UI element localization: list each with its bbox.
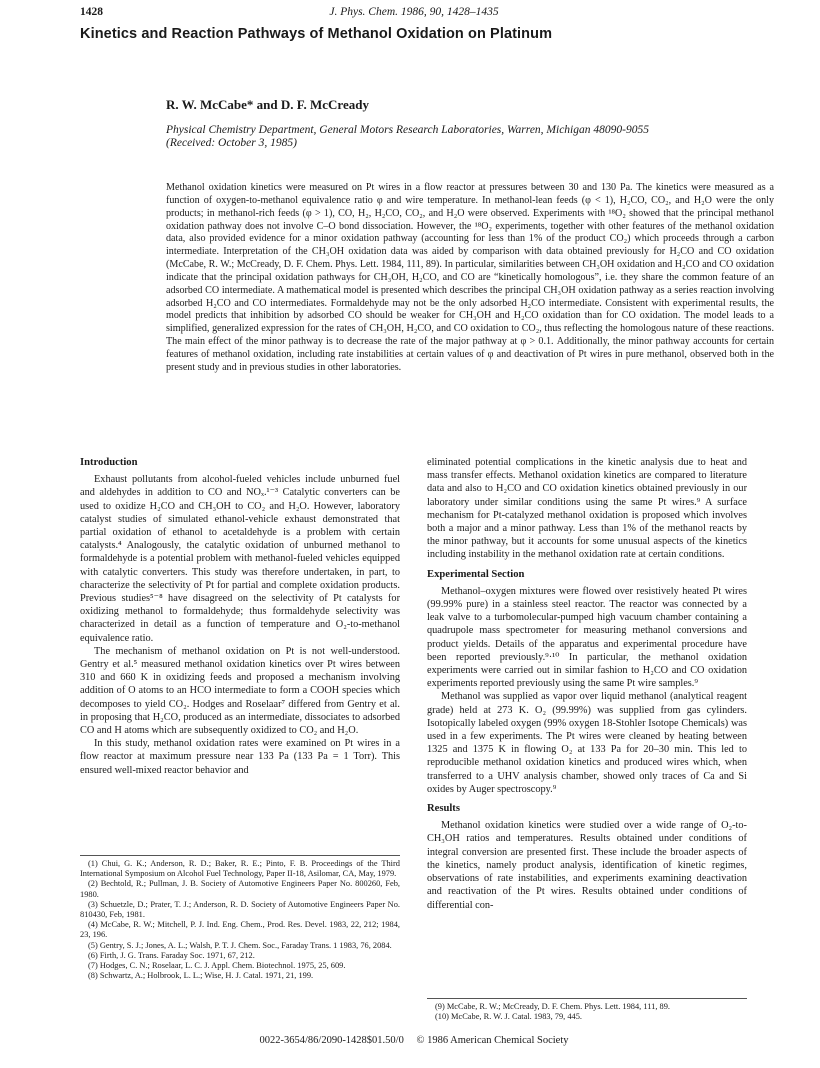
reference-item: (3) Schuetzle, D.; Prater, T. J.; Anderson, R. D. Society of Automotive Engineers Paper No. 810430, Feb, 1981. [80,899,400,920]
reference-item: (5) Gentry, S. J.; Jones, A. L.; Walsh, P. T. J. Chem. Soc., Faraday Trans. 1 1983, 76, 2084. [88,940,392,950]
received-date: (Received: October 3, 1985) [166,137,297,149]
intro-paragraph: In this study, methanol oxidation rates were examined on Pt wires in a flow reactor at maximum pressure near 133 Pa (133 Pa = 1 Torr). This ensured well-mixed reactor behavior and [80,738,400,776]
results-paragraph: Methanol oxidation kinetics were studied over a wide range of O₂-to-CH₃OH ratios and temperatures. Results obtained under conditions of integral conversion are presented first. These include the broader aspects of the kinetics, namely product analysis, identification of kinetic regimes, observations of rate instabilities, and experiments examining deactivation and reactivation of the Pt wires. Results obtained under conditions of differential con- [427,820,747,911]
intro-paragraph: The mechanism of methanol oxidation on Pt is not well-understood. Gentry et al.⁵ measured methanol oxidation kinetics over Pt wires between 310 and 660 K in oxidizing feeds and proposed a mechanism involving addition of O atoms to an HCO intermediate to form a COOH species which decomposes to yield CO₂. Hodges and Roselaar⁷ differed from Gentry et al. in proposing that H₂CO, produced as an intermediate, dissociates to adsorbed CO and H atoms which are subsequently oxidized to CO₂ and H₂O. [80,645,400,737]
article-code: 0022-3654/86/2090-1428$01.50/0 [259,1035,404,1046]
section-heading-results: Results [427,803,460,815]
footnote-references-right [427,998,747,1022]
experimental-paragraph: Methanol was supplied as vapor over liquid methanol (analytical reagent grade) held at 273 K. O₂ (99.99%) was supplied from gas cylinders. Isotopically labeled oxygen (99% oxygen 18-Stohler Isotope Chemicals) was used in a few experiments. The Pt wires were cleaned by heating between 1325 and 1375 K in flowing O₂ at 133 Pa for 20–30 min. This led to reproducible methanol oxidation kinetics and produced wires which, when transferred to a UHV analysis chamber, showed only traces of Ca and Si oxides by Auger spectroscopy.⁹ [427,691,747,795]
reference-item: (10) McCabe, R. W. J. Catal. 1983, 79, 445. [435,1012,583,1022]
page-number: 1428 [80,6,103,18]
reference-item: (2) Bechtold, R.; Pullman, J. B. Society of Automotive Engineers Paper No. 800260, Feb, 1980. [80,879,400,899]
authors: R. W. McCabe* and D. F. McCready [166,97,369,112]
reference-item: (6) Firth, J. G. Trans. Faraday Soc. 1971, 67, 212. [88,950,255,960]
affiliation: Physical Chemistry Department, General Motors Research Laboratories, Warren, Michigan 48090-9055 [166,124,649,136]
intro-continued-paragraph: eliminated potential complications in the kinetic analysis due to heat and mass transfer effects. Methanol oxidation kinetics are compared to literature data and also to H₂CO and CO oxidation kinetics obtained previously in our laboratory under similar conditions using the same Pt wires.⁹ A surface mechanism for Pt-catalyzed methanol oxidation is proposed which involves both a major and a minor pathway. Less than 1% of the methanol reacts by the minor pathway, but it accounts for some unusual aspects of the kinetics including instability in the methanol oxidation rate at certain conditions. [427,457,747,561]
reference-item: (9) McCabe, R. W.; McCready, D. F. Chem. Phys. Lett. 1984, 111, 89. [435,1002,670,1011]
section-heading-experimental: Experimental Section [427,568,525,580]
abstract: Methanol oxidation kinetics were measured on Pt wires in a flow reactor at pressures between 30 and 130 Pa. The kinetics were measured as a function of oxygen-to-methanol equivalence ratio φ and wire temperature. In methanol-lean feeds (φ < 1), H₂CO, CO₂, and H₂O were the only products; in methanol-rich feeds (φ > 1), CO, H₂, H₂CO, CO₂, and H₂O were observed. Experiments with ¹⁸O₂ showed that the principal methanol oxidation pathway does not involve C–O bond dissociation. However, the ¹⁸O₂ experiments, together with other features of the methanol oxidation data, also provided evidence for a minor oxidation pathway (accounting for less than 1% of the product CO₂) which proceeds through a carbon intermediate. Interpretation of the CH₃OH oxidation data was aided by comparison with data obtained previously for H₂CO and CO oxidation (McCabe, R. W.; McCready, D. F. Chem. Phys. Lett. 1984, 111, 89). In particular, similarities between CH₃OH oxidation and H₂CO and CO oxidation indicate that the principal oxidation pathways for CH₃OH, H₂CO, and CO are “kinetically homologous”, i.e. they share the common feature of an adsorbed CO intermediate. A mathematical model is presented which describes the principal CH₃OH oxidation pathway as a series reaction involving adsorbed H₂CO and CO intermediates. Formaldehyde may not be the only adsorbed H₂CO intermediate. Consistent with experimental results, the model predicts that inhibition by adsorbed CO should be weaker for CH₃OH and H₂CO oxidation than for CO oxidation. The model leads to a simplified, generalized expression for the rates of CH₃OH, H₂CO, and CO oxidation to CO₂, thus reflecting the homologous nature of these reactions. The main effect of the minor pathway is to decrease the rate of the major pathway at φ > 0.1. Additionally, the minor pathway accounts for certain features of methanol oxidation, including rate instabilities at certain values of φ and deactivation of Pt wires in pure methanol, observed both in the present study and in previous studies in other laboratories. [166,182,774,373]
affiliation-block [166,124,766,150]
copyright-notice: © 1986 American Chemical Society [416,1035,569,1046]
section-heading-introduction: Introduction [80,457,138,468]
reference-item: (4) McCabe, R. W.; Mitchell, P. J. Ind. Eng. Chem., Prod. Res. Devel. 1983, 22, 212; 1984, 23, 196. [80,920,400,940]
reference-item: (1) Chui, G. K.; Anderson, R. D.; Baker, R. E.; Pinto, F. B. Proceedings of the Third International Symposium on Alcohol Fuel Technology, Paper II-18, Asilomar, CA, May, 1979. [80,859,400,879]
intro-paragraph: Exhaust pollutants from alcohol-fueled vehicles include unburned fuel and aldehydes in addition to CO and NOₓ.¹⁻³ Catalytic converters can be used to oxidize H₂CO and CH₃OH to CO₂ and H₂O. However, laboratory catalyst studies of simulated ethanol-vehicle exhaust demonstrated that partial oxidation of ethanol to acetaldehyde is a problem with certain catalysts.⁴ Analogously, the catalytic oxidation of unburned methanol to formaldehyde is a potential problem with methanol-fueled vehicles equipped with catalytic converters. This study was therefore undertaken, in part, to characterize the selectivity of Pt for partial and complete oxidation products. Previous studies⁵⁻⁸ have disagreed on the selectivity of Pt catalysts for oxidizing methanol to formaldehyde; thus formaldehyde selectivity was characterized in detail as a function of temperature and O₂-to-methanol equivalence ratio. [80,474,400,644]
footnote-references-left [80,855,400,981]
experimental-paragraph: Methanol–oxygen mixtures were flowed over resistively heated Pt wires (99.99% pure) in a stainless steel reactor. The reactor was connected by a leak valve to a turbomolecular-pumped high vacuum chamber containing a quadrupole mass spectrometer for measuring methanol conversions and product yields. Details of the apparatus and experimental procedure have been reported previously.⁹·¹⁰ In particular, the methanol oxidation experiments were carried out in similar fashion to H₂CO and CO oxidation experiments reported previously using the same Pt wire samples.⁹ [427,585,747,690]
reference-item: (8) Schwartz, A.; Holbrook, L. L.; Wise, H. J. Catal. 1971, 21, 199. [88,971,314,981]
journal-citation: J. Phys. Chem. 1986, 90, 1428–1435 [329,6,499,18]
page-footer [80,1035,748,1046]
running-header [80,6,748,22]
article-title: Kinetics and Reaction Pathways of Methanol Oxidation on Platinum [80,26,553,42]
right-column [427,456,747,912]
left-column [80,456,400,777]
reference-item: (7) Hodges, C. N.; Roselaar, L. C. J. Appl. Chem. Biotechnol. 1975, 25, 609. [88,961,346,971]
